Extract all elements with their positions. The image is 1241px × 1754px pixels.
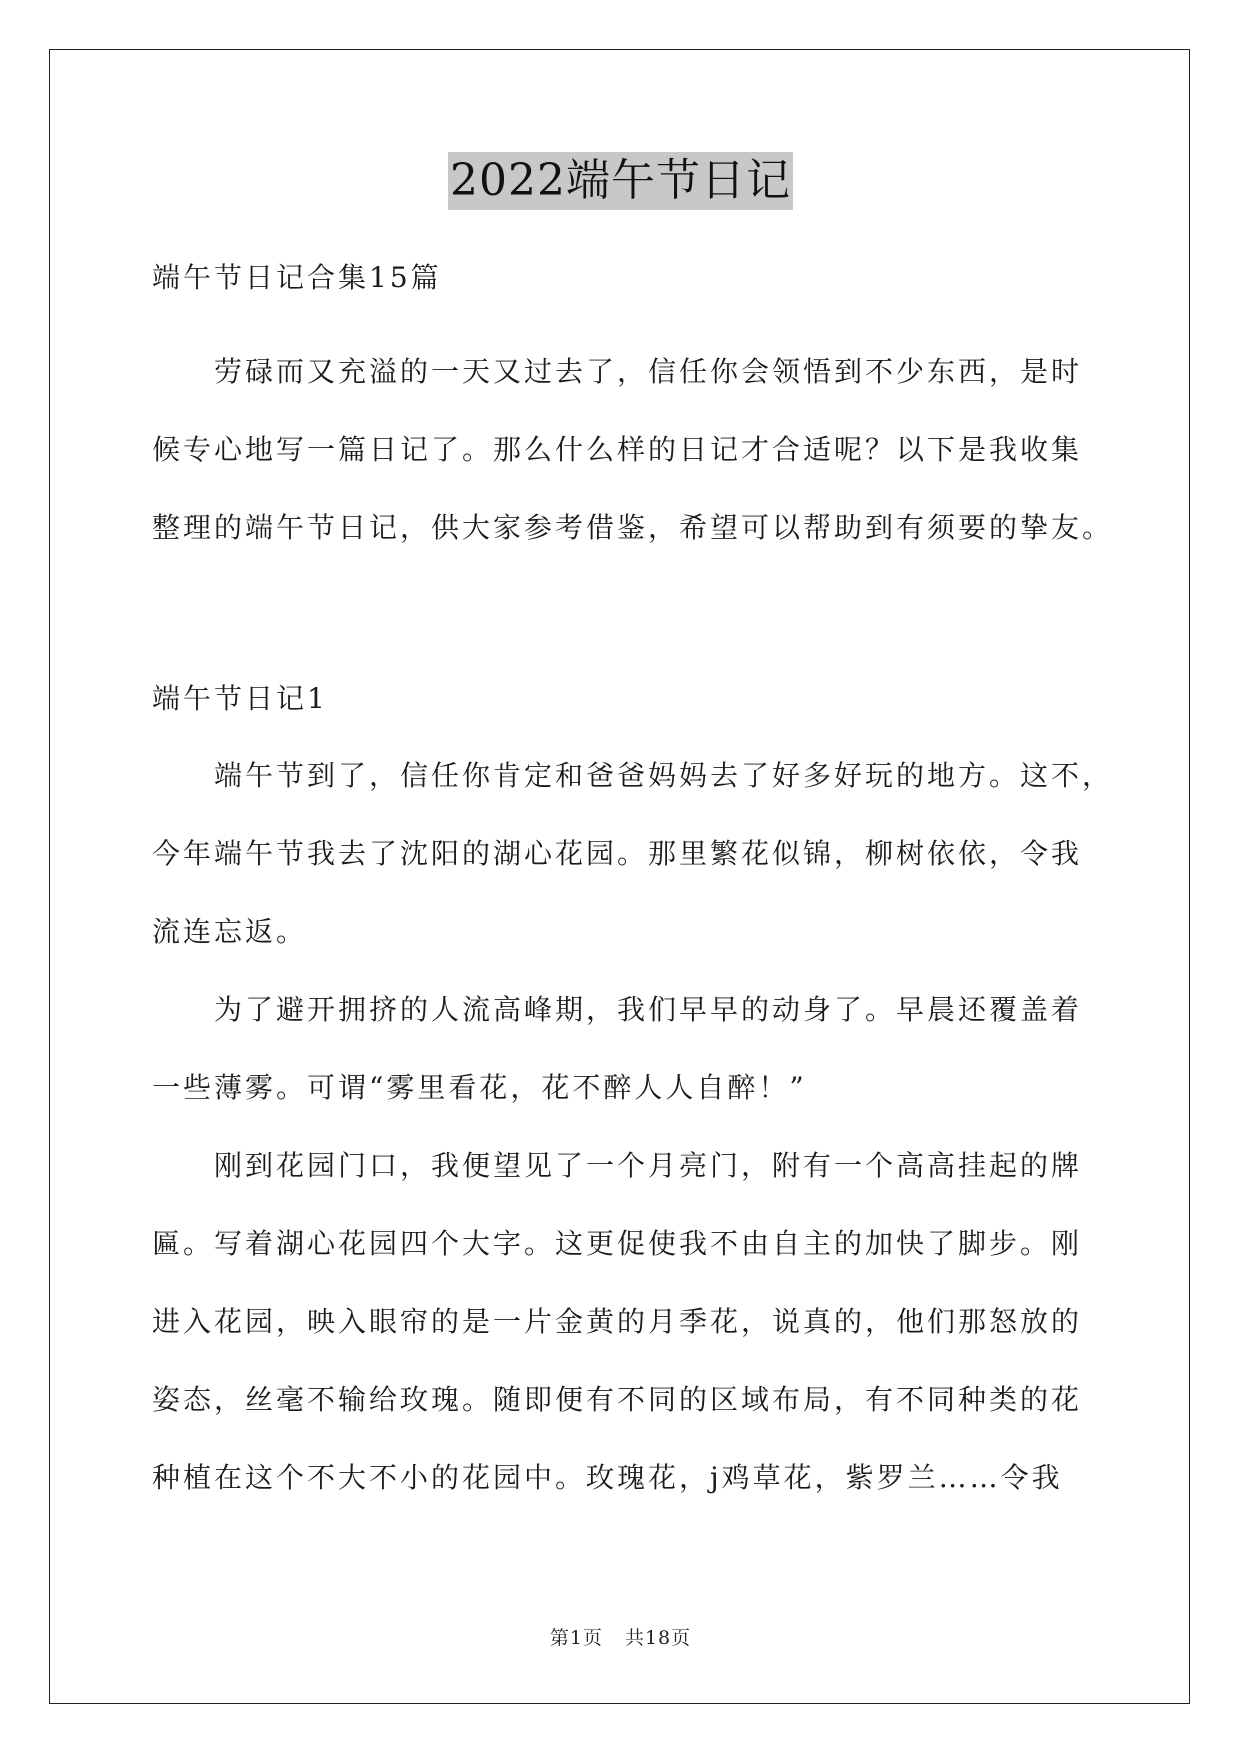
document-subtitle: 端午节日记合集15篇 [152, 261, 442, 294]
paragraph-1 [152, 737, 1114, 971]
section-heading: 端午节日记1 [152, 682, 328, 715]
page-number: 第1页 [549, 1627, 603, 1649]
paragraph-line: 匾。写着湖心花园四个大字。这更促使我不由自主的加快了脚步。刚 [152, 1227, 1083, 1260]
title-container [0, 152, 1241, 210]
subtitle-block [152, 239, 1102, 317]
paragraph-line: 姿态，丝毫不输给玫瑰。随即便有不同的区域布局，有不同种类的花 [152, 1383, 1083, 1416]
document-title: 2022端午节日记 [448, 152, 793, 210]
page-footer [0, 1623, 1241, 1650]
paragraph-line: 一些薄雾。可谓“雾里看花，花不醉人人自醉！” [152, 1071, 807, 1104]
paragraph-line: 为了避开拥挤的人流高峰期，我们早早的动身了。早晨还覆盖着 [214, 993, 1083, 1026]
paragraph-line: 刚到花园门口，我便望见了一个月亮门，附有一个高高挂起的牌 [214, 1149, 1083, 1182]
paragraph-line: 种植在这个不大不小的花园中。玫瑰花，j鸡草花，紫罗兰……令我 [152, 1461, 1063, 1494]
paragraph-line: 端午节到了，信任你肯定和爸爸妈妈去了好多好玩的地方。这不， [214, 759, 1114, 792]
page-total: 共18页 [624, 1627, 692, 1649]
intro-line: 整理的端午节日记，供大家参考借鉴，希望可以帮助到有须要的挚友。 [152, 511, 1114, 544]
section-heading-block [152, 660, 1102, 738]
intro-line: 候专心地写一篇日记了。那么什么样的日记才合适呢？以下是我收集 [152, 433, 1083, 466]
intro-paragraph [152, 333, 1114, 567]
paragraph-line: 今年端午节我去了沈阳的湖心花园。那里繁花似锦，柳树依依，令我 [152, 837, 1083, 870]
paragraph-2 [152, 971, 1102, 1127]
paragraph-3 [152, 1127, 1102, 1517]
paragraph-line: 进入花园，映入眼帘的是一片金黄的月季花，说真的，他们那怒放的 [152, 1305, 1083, 1338]
intro-line: 劳碌而又充溢的一天又过去了，信任你会领悟到不少东西，是时 [214, 355, 1083, 388]
paragraph-line: 流连忘返。 [152, 915, 308, 948]
